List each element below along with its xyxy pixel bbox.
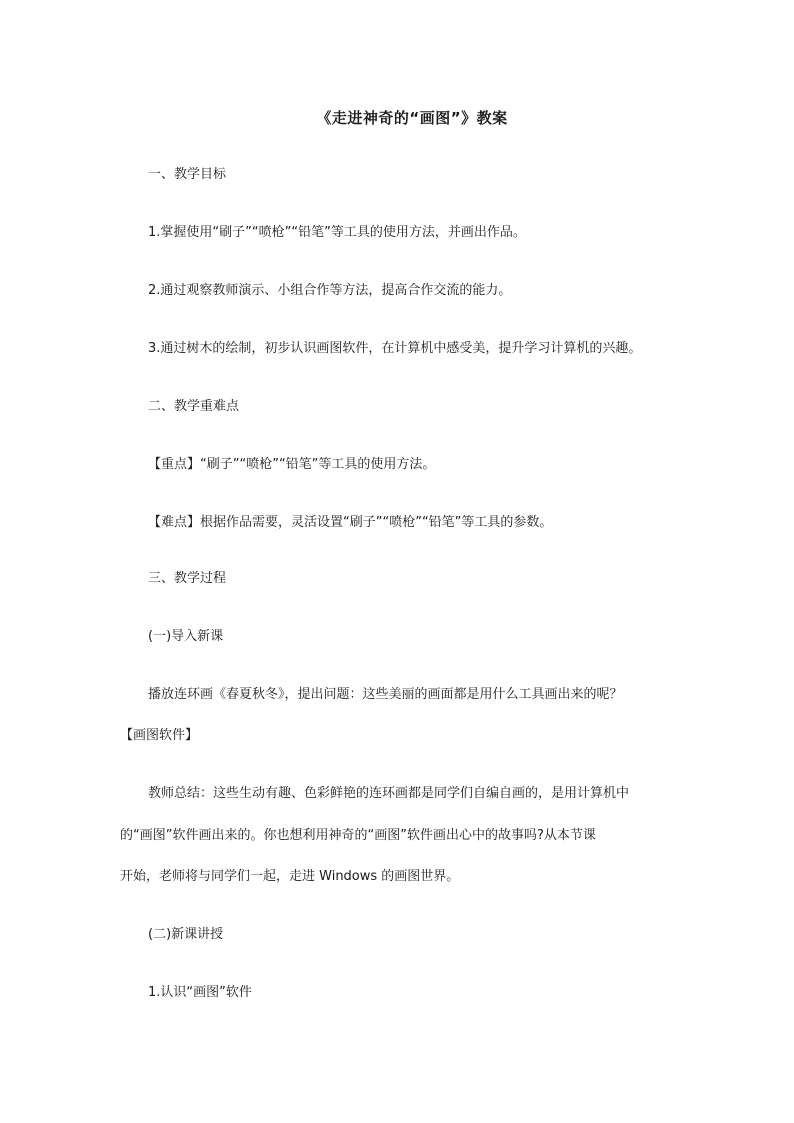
summary-paragraph-line-1: 教师总结：这些生动有趣、色彩鲜艳的连环画都是同学们自编自画的，是用计算机中 [148,786,630,801]
intro-paragraph-line-1: 播放连环画《春夏秋冬》，提出问题：这些美丽的画面都是用什么工具画出来的呢？ [148,687,623,702]
lesson-item-1: 1.认识“画图”软件 [148,985,252,1000]
section-heading-key-points: 二、教学重难点 [148,399,240,414]
document-title: 《走进神奇的“画图”》教案 [316,109,508,127]
objective-item-2: 2.通过观察教师演示、小组合作等方法，提高合作交流的能力。 [148,283,512,298]
key-point-line: 【重点】“刷子”“喷枪”“铅笔”等工具的使用方法。 [148,457,436,472]
summary-paragraph-line-2: 的“画图”软件画出来的。你也想利用神奇的“画图”软件画出心中的故事吗?从本节课 [120,828,596,843]
summary-paragraph-line-3: 开始，老师将与同学们一起，走进 Windows 的画图世界。 [120,869,460,884]
section-heading-objectives: 一、教学目标 [148,167,227,182]
objective-item-1: 1.掌握使用“刷子”“喷枪”“铅笔”等工具的使用方法，并画出作品。 [148,225,526,240]
intro-paragraph-line-2: 【画图软件】 [120,728,199,743]
subsection-heading-new-lesson: (二)新课讲授 [148,927,224,942]
section-heading-process: 三、教学过程 [148,571,227,586]
difficult-point-line: 【难点】根据作品需要，灵活设置“刷子”“喷枪”“铅笔”等工具的参数。 [148,515,553,530]
objective-item-3: 3.通过树木的绘制，初步认识画图软件，在计算机中感受美，提升学习计算机的兴趣。 [148,341,642,356]
subsection-heading-intro: (一)导入新课 [148,629,224,644]
